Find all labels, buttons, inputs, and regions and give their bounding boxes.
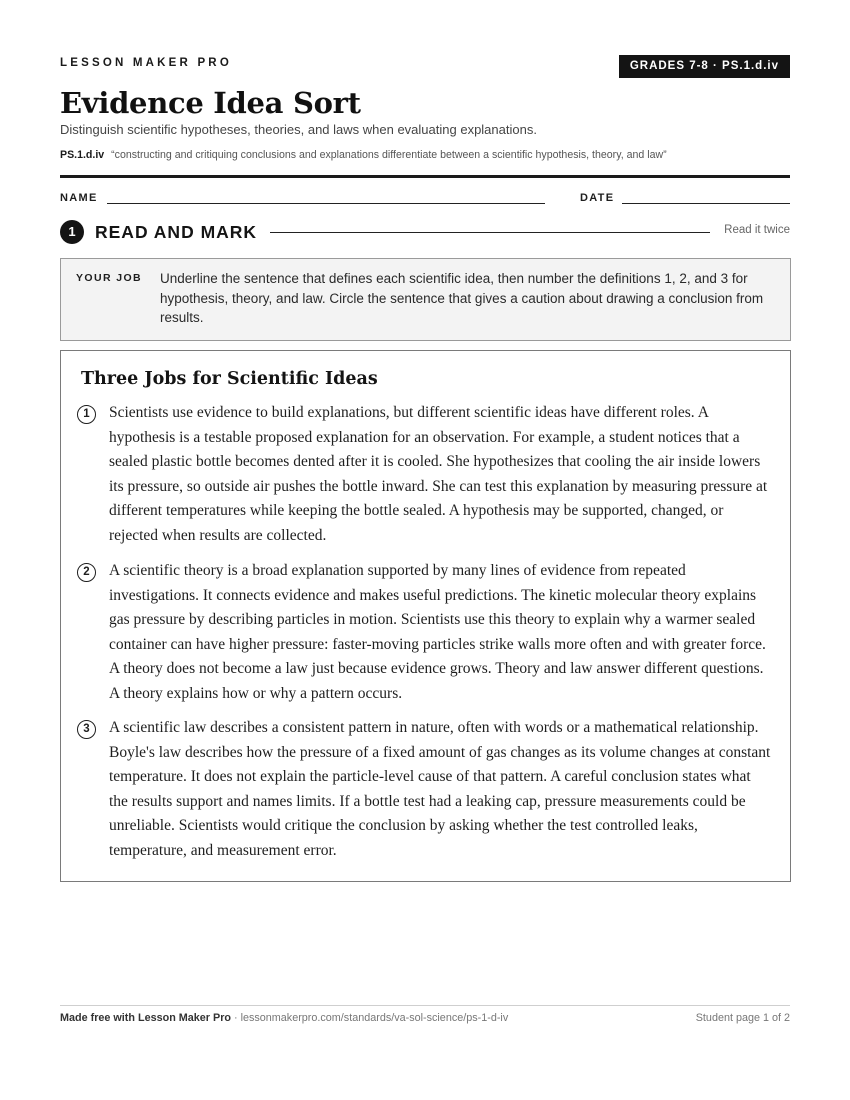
passage-paragraph-2: A scientific theory is a broad explanation supported by many lines of evidence from repeated investigations. It connects evidence and makes useful predictions. The kinetic molecular theory explains gas pressure by describing particles in motion. Scientists use this theory to explain why a warmer sealed container can have higher pressure: faster-moving particles strike walls more often and with greater force. A theory does not become a law just because evidence grows. Theory and law answer different questions. A theory explains how or why a pattern occurs. — [109, 562, 766, 702]
job-instructions-box — [60, 258, 791, 341]
passage-paragraph-1: Scientists use evidence to build explanations, but different scientific ideas have different roles. A hypothesis is a testable proposed explanation for an observation. For example, a student notices that a sealed plastic bottle becomes dented after it is cooled. She hypothesizes that cooling the air inside lowers its pressure, so outside air pushes the bottle inward. She can test this explanation by measuring pressure at different temperatures while keeping the bottle sealed. A hypothesis may be supported, changed, or rejected when results are collected. — [109, 404, 768, 544]
footer-url[interactable]: · lessonmakerpro.com/standards/va-sol-science/ps-1-d-iv — [231, 1012, 509, 1024]
job-instructions: Underline the sentence that defines each scientific idea, then number the definitions 1, 2, and 3 for hypothesis, theory, and law. Circle the sentence that gives a caution about drawing a conclusion from results. — [160, 271, 764, 325]
page-title: Evidence Idea Sort — [60, 86, 361, 120]
section-number-badge: 1 — [60, 220, 84, 244]
date-field-line[interactable] — [622, 203, 790, 204]
standard-statement — [60, 148, 800, 162]
standard-code: PS.1.d.iv — [60, 149, 105, 161]
name-field-line[interactable] — [107, 203, 545, 204]
footer-divider — [60, 1005, 790, 1006]
footer-brand: Made free with Lesson Maker Pro — [60, 1012, 231, 1024]
standard-text: “constructing and critiquing conclusions and explanations differentiate between a scientific hypothesis, theory, and law” — [111, 149, 667, 161]
date-label: DATE — [580, 192, 615, 204]
passage-paragraph-3: A scientific law describes a consistent pattern in nature, often with words or a mathematical relationship. Boyle's law describes how the pressure of a fixed amount of gas changes as its volume changes at constant temperature. It does not explain the particle-level cause of that pattern. A careful conclusion states what the results support and names limits. If a bottle test had a leaking cap, pressure measurements could be unreliable. Scientists would critique the conclusion by asking whether the test controlled leaks, temperature, and measurement error. — [109, 719, 771, 859]
paragraph-number-3: 3 — [77, 720, 96, 739]
page-subtitle: Distinguish scientific hypotheses, theories, and laws when evaluating explanations. — [60, 122, 537, 137]
reading-passage — [60, 350, 791, 882]
paragraph-number-2: 2 — [77, 563, 96, 582]
job-label: YOUR JOB — [76, 272, 143, 284]
brand-wordmark: LESSON MAKER PRO — [60, 57, 232, 69]
passage-title: Three Jobs for Scientific Ideas — [81, 369, 378, 389]
footer-credit — [60, 1012, 508, 1024]
section-title: READ AND MARK — [95, 222, 258, 242]
section-divider — [270, 232, 710, 233]
name-label: NAME — [60, 192, 98, 204]
footer-page-number: Student page 1 of 2 — [695, 1012, 790, 1024]
header-divider — [60, 175, 790, 178]
paragraph-number-1: 1 — [77, 405, 96, 424]
grade-standard-badge: GRADES 7-8 · PS.1.d.iv — [619, 55, 790, 78]
section-note: Read it twice — [724, 224, 790, 236]
